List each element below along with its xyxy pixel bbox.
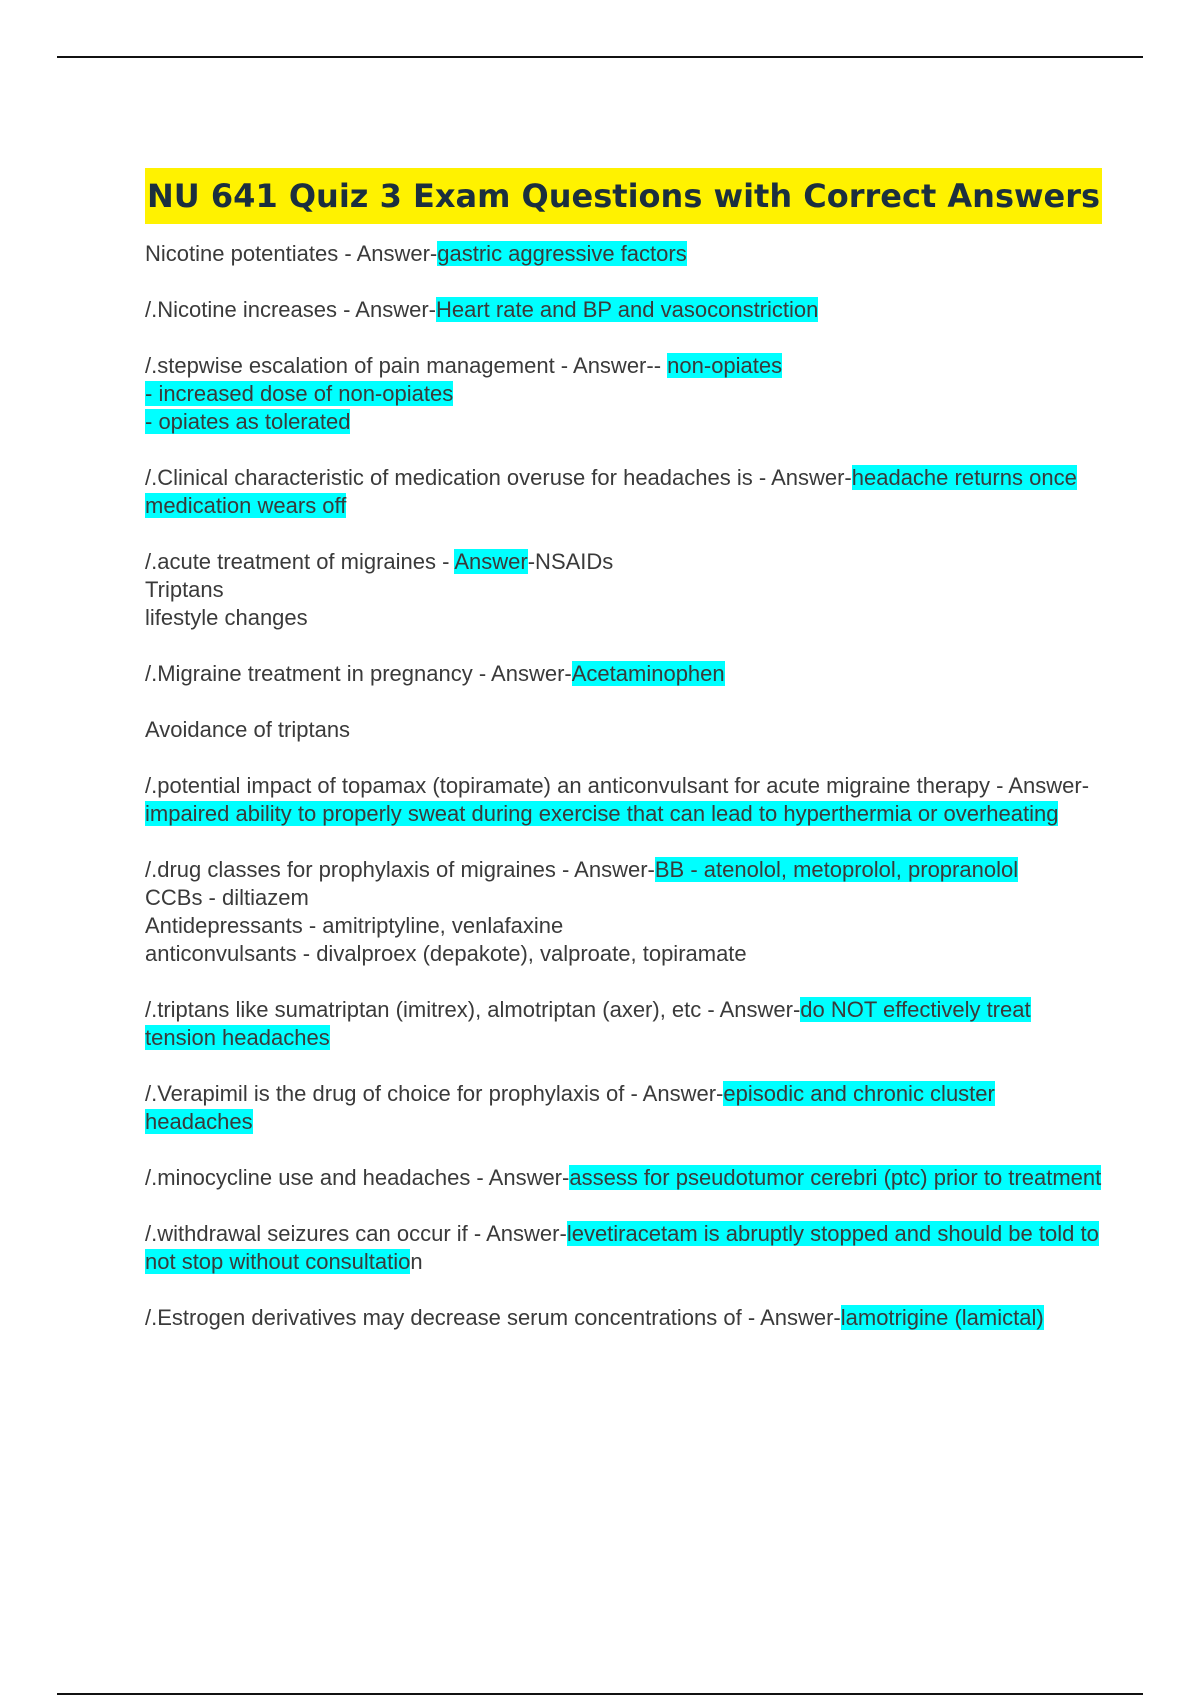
question: /.stepwise escalation of pain management - Answer--: [145, 353, 668, 378]
qa-item: [145, 1304, 1105, 1332]
document-body: [145, 168, 1105, 1360]
question: /.acute treatment of migraines -: [145, 549, 455, 574]
question: /.Clinical characteristic of medication overuse for headaches is - Answer-: [145, 465, 852, 490]
answer: BB - atenolol, metoprolol, propranolol: [654, 857, 1019, 882]
bottom-rule: [57, 1693, 1143, 1695]
qa-item: [145, 464, 1105, 520]
question: /.potential impact of topamax (topiramate) an anticonvulsant for acute migraine therapy - Answer-: [145, 773, 1090, 798]
qa-item: [145, 1080, 1105, 1136]
qa-item: [145, 856, 1105, 968]
answer: Heart rate and BP and vasoconstriction: [436, 297, 819, 322]
answer: gastric aggressive factors: [437, 241, 687, 266]
answer-line: CCBs - diltiazem: [145, 885, 309, 910]
qa-item: [145, 772, 1105, 828]
qa-item: [145, 296, 1105, 324]
answer-line: - opiates as tolerated: [145, 409, 351, 434]
question: /.Migraine treatment in pregnancy - Answer-: [145, 661, 572, 686]
qa-item: [145, 1164, 1105, 1192]
answer: headache returns once medication wears off: [145, 465, 1077, 518]
question: /.Nicotine increases - Answer-: [145, 297, 436, 322]
question: /.withdrawal seizures can occur if - Answer-: [145, 1221, 567, 1246]
answer-line: Antidepressants - amitriptyline, venlafaxine: [145, 913, 564, 938]
answer: do NOT effectively treat tension headaches: [145, 997, 1031, 1050]
question: Nicotine potentiates - Answer-: [145, 241, 438, 266]
qa-item: [145, 240, 1105, 268]
answer: Answer: [454, 549, 528, 574]
answer: levetiracetam is abruptly stopped and should be told to not stop without consultatio: [145, 1221, 1099, 1274]
qa-item: [145, 352, 1105, 436]
qa-item: [145, 660, 1105, 688]
question: /.drug classes for prophylaxis of migraines - Answer-: [145, 857, 655, 882]
answer: impaired ability to properly sweat during exercise that can lead to hyperthermia or overheating: [145, 801, 1059, 826]
question: /.minocycline use and headaches - Answer-: [145, 1165, 570, 1190]
answer: episodic and chronic cluster headaches: [145, 1081, 995, 1134]
qa-item: [145, 548, 1105, 632]
answer-line: Triptans: [145, 577, 224, 602]
answer-line: anticonvulsants - divalproex (depakote), valproate, topiramate: [145, 941, 747, 966]
top-rule: [57, 56, 1143, 58]
question: /.Estrogen derivatives may decrease serum concentrations of - Answer-: [145, 1305, 841, 1330]
qa-item: [145, 1220, 1105, 1276]
question: /.triptans like sumatriptan (imitrex), almotriptan (axer), etc - Answer-: [145, 997, 801, 1022]
answer: assess for pseudotumor cerebri (ptc) prior to treatment: [569, 1165, 1102, 1190]
document-title: NU 641 Quiz 3 Exam Questions with Correct Answers: [145, 168, 1102, 224]
qa-item: [145, 996, 1105, 1052]
answer-tail: n: [410, 1249, 423, 1274]
answer: non-opiates: [667, 353, 783, 378]
answer: lamotrigine (lamictal): [840, 1305, 1044, 1330]
question: /.Verapimil is the drug of choice for prophylaxis of - Answer-: [145, 1081, 724, 1106]
answer-tail: -NSAIDs: [527, 549, 614, 574]
answer-line: - increased dose of non-opiates: [145, 381, 454, 406]
answer-line: lifestyle changes: [145, 605, 308, 630]
plain-line: Avoidance of triptans: [145, 717, 351, 742]
answer: Acetaminophen: [571, 661, 725, 686]
